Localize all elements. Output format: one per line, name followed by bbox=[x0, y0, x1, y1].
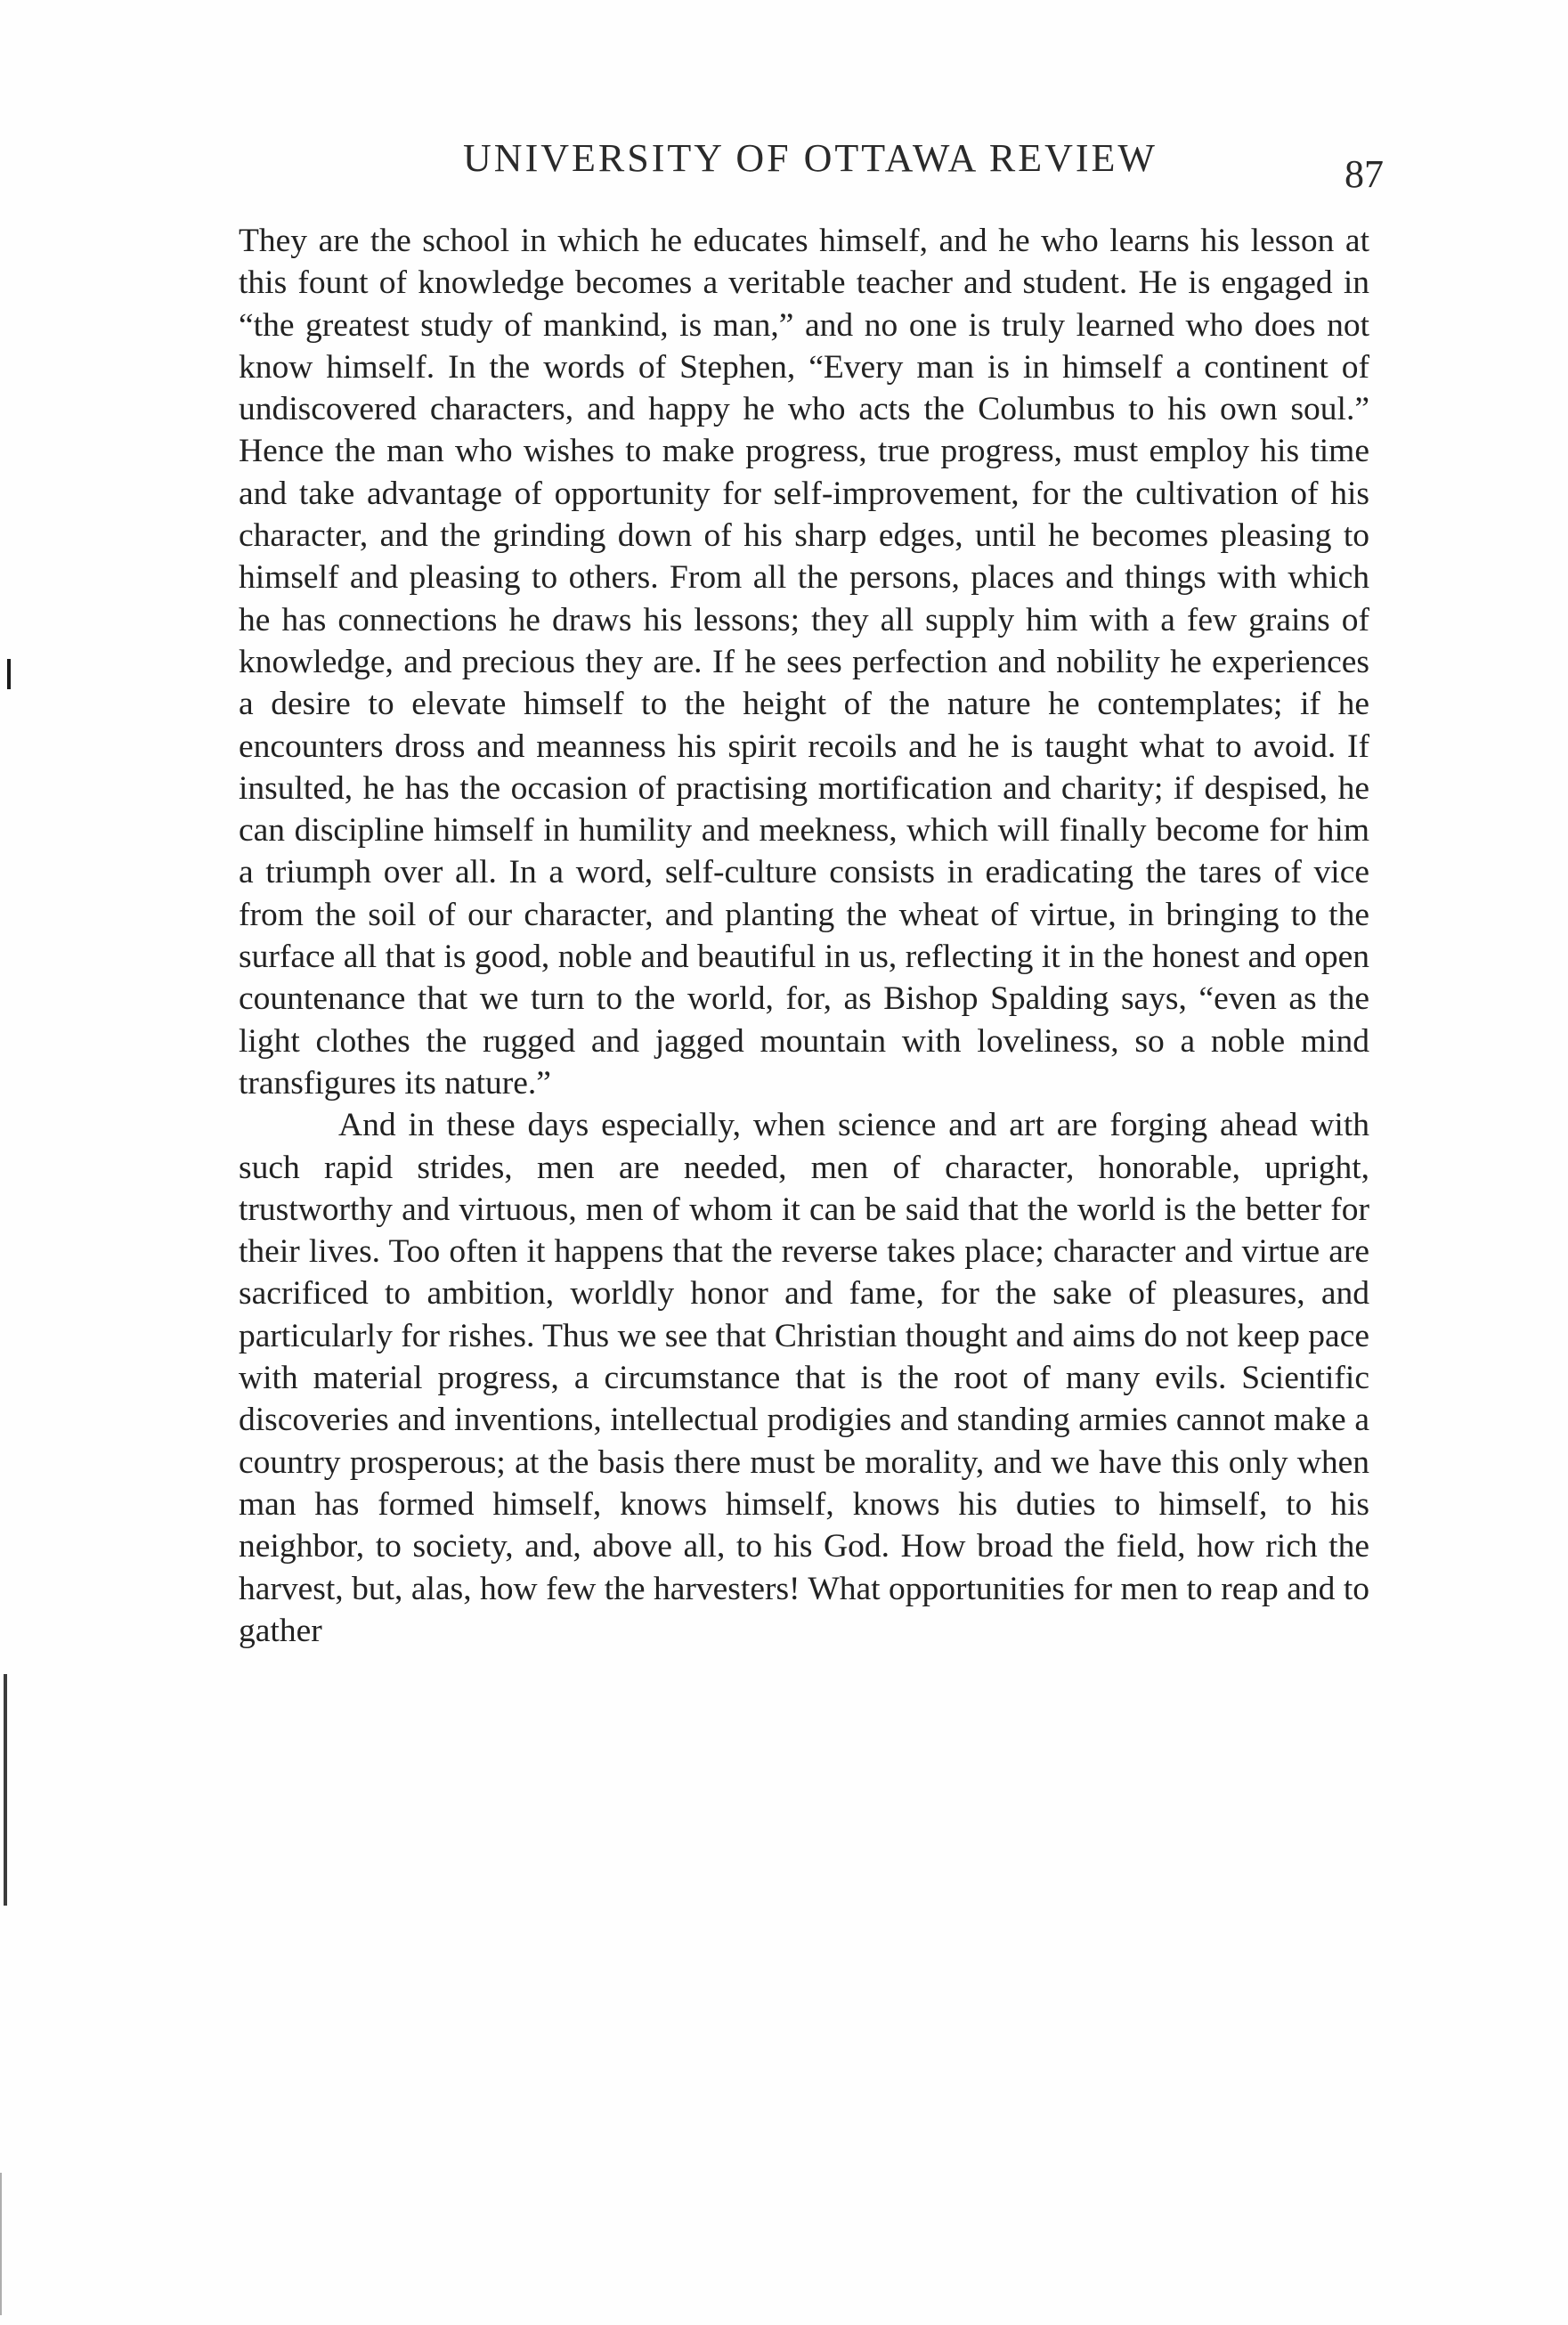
running-title: UNIVERSITY OF OTTAWA REVIEW bbox=[463, 136, 1158, 180]
scan-mark-left-upper bbox=[7, 659, 11, 689]
paragraph-2: And in these days especially, when science and art are forging ahead with such rapid strides, men are needed, men of character, honorable, upright, trustworthy and virtuous, men of whom it can be said that the world is the better for their lives. Too often it happens that the reverse takes place; character and virtue are sacrificed to ambition, worldly honor and fame, for the sake of pleasures, and particularly for rishes. Thus we see that Christian thought and aims do not keep pace with material progress, a circumstance that is the root of many evils. Scientific discoveries and inventions, intellectual prodigies and standing armies cannot make a country prosperous; at the basis there must be morality, and we have this only when man has formed himself, knows himself, knows his duties to himself, to his neighbor, to society, and, above all, to his God. How broad the field, how rich the harvest, but, alas, how few the harvesters! What opportunities for men to reap and to gather bbox=[239, 1107, 1369, 1649]
page-number: 87 bbox=[1345, 152, 1384, 196]
article-body bbox=[239, 220, 1369, 1652]
paragraph-1: They are the school in which he educates himself, and he who learns his lesson at this fount of knowledge becomes a veritable teacher and student. He is engaged in “the greatest study of mankind, is man,” and no one is truly learned who does not know himself. In the words of Stephen, “Every man is in himself a continent of undiscovered characters, and happy he who acts the Columbus to his own soul.” Hence the man who wishes to make progress, true progress, must employ his time and take advantage of opportunity for self-improvement, for the cultivation of his character, and the grinding down of his sharp edges, until he becomes pleasing to himself and pleasing to others. From all the persons, places and things with which he has connections he draws his lessons; they all supply him with a few grains of knowledge, and precious they are. If he sees perfection and nobility he experiences a desire to elevate himself to the height of the nature he contemplates; if he encounters dross and meanness his spirit recoils and he is taught what to avoid. If insulted, he has the occasion of practising mortification and charity; if despised, he can discipline himself in humility and meekness, which will finally become for him a triumph over all. In a word, self-culture consists in eradicating the tares of vice from the soil of our character, and planting the wheat of virtue, in bringing to the surface all that is good, noble and beautiful in us, reflecting it in the honest and open countenance that we turn to the world, for, as Bishop Spalding says, “even as the light clothes the rugged and jagged mountain with loveliness, so a noble mind transfigures its nature.” bbox=[239, 223, 1369, 1102]
scan-mark-left-bottom bbox=[0, 2173, 2, 2315]
scan-mark-left-lower bbox=[4, 1674, 7, 1906]
